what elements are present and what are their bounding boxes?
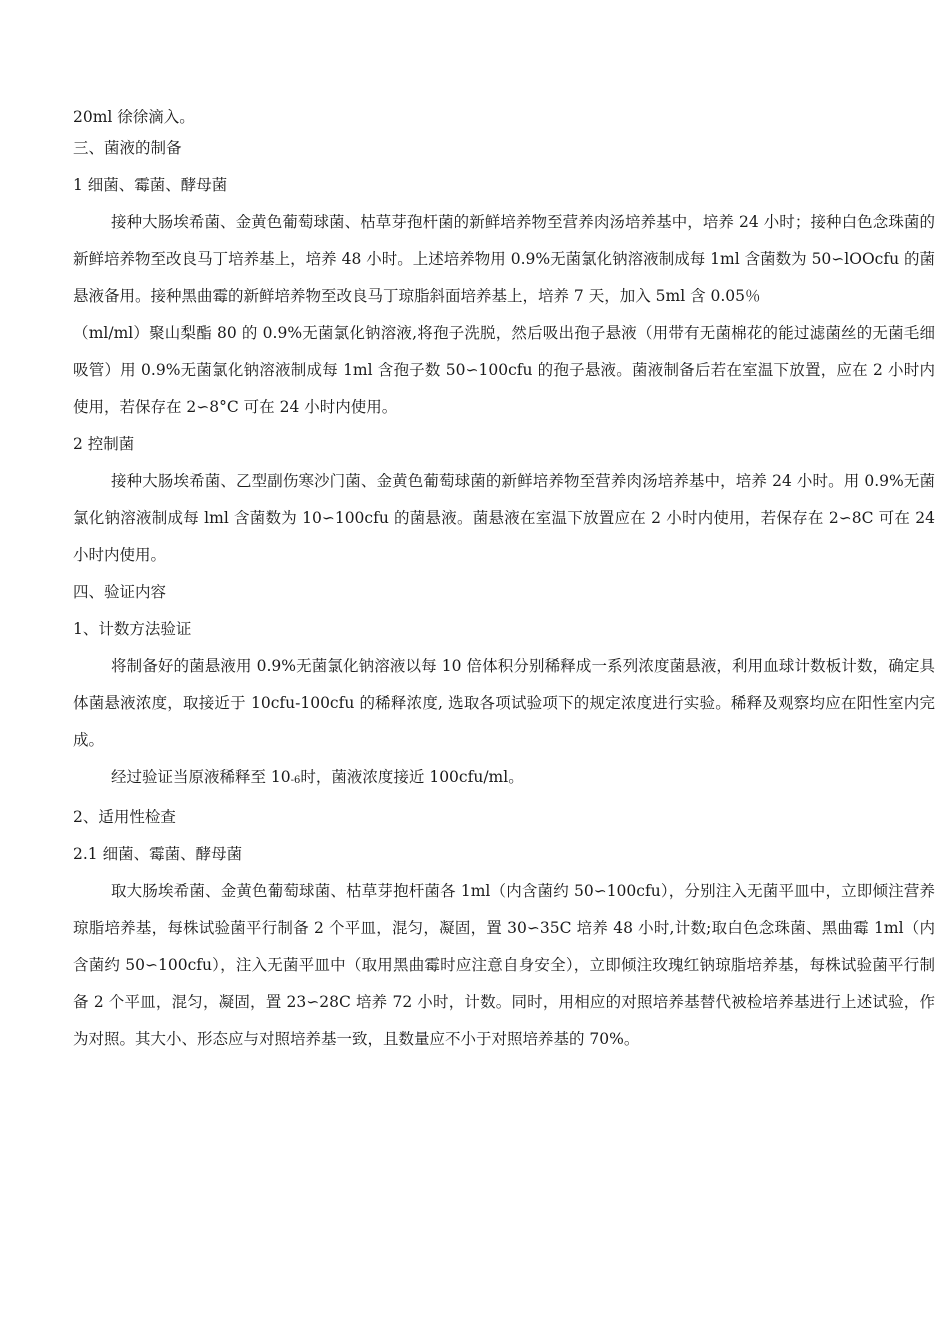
subheading-3-1: 1 细菌、霉菌、酵母菌 xyxy=(73,176,228,194)
subheading-4-1: 1、计数方法验证 xyxy=(73,620,192,638)
section-heading-3: 三、菌液的制备 xyxy=(73,139,182,157)
paragraph-4-2-1: 取大肠埃希菌、金黄色葡萄球菌、枯草芽抱杆菌各 1ml（内含菌约 50∽100cfu），分别注入无菌平皿中，立即倾注营养琼脂培养基，每株试验菌平行制备 2 个平皿，混匀，凝固，置 30∽35C 培养 48 小时,计数;取白色念珠菌、黑曲霉 1ml（内含菌约 50∽100cfu），注入无菌平皿中（取用黑曲霉时应注意自身安全），立即倾注玫瑰红钠琼脂培养基，每株试验菌平行制备 2 个平皿，混匀，凝固，置 23∽28C 培养 72 小时，计数。同时，用相应的对照培养基替代被检培养基进行上述试验，作为对照。其大小、形态应与对照培养基一致，且数量应不小于对照培养基的 70%。 xyxy=(73,882,935,1048)
paragraph-4-1-b-post: 时，菌液浓度接近 100cfu/ml。 xyxy=(300,768,524,786)
document-page xyxy=(73,104,935,1058)
paragraph-4-1-b xyxy=(73,759,935,799)
paragraph-4-1-a: 将制备好的菌悬液用 0.9%无菌氯化钠溶液以每 10 倍体积分别稀释成一系列浓度菌悬液，利用血球计数板计数，确定具体菌悬液浓度，取接近于 10cfu-100cfu 的稀释浓度, 选取各项试验项下的规定浓度进行实验。稀释及观察均应在阳性室内完成。 xyxy=(73,657,935,749)
exponent-subscript: -6 xyxy=(290,775,301,786)
subheading-4-2: 2、适用性检查 xyxy=(73,808,176,826)
subheading-4-2-1: 2.1 细菌、霉菌、酵母菌 xyxy=(73,845,243,863)
paragraph-3-1-a: 接种大肠埃希菌、金黄色葡萄球菌、枯草芽孢杆菌的新鲜培养物至营养肉汤培养基中，培养 24 小时；接种白色念珠菌的新鲜培养物至改良马丁培养基上，培养 48 小时。上述培养物用 0.9%无菌氯化钠溶液制成每 1ml 含菌数为 50∽lOOcfu 的菌悬液备用。接种黑曲霉的新鲜培养物至改良马丁琼脂斜面培养基上，培养 7 天，加入 5ml 含 0.05％ xyxy=(73,213,935,305)
continued-line: 20ml 徐徐滴入。 xyxy=(73,108,195,126)
paragraph-4-1-b-pre: 经过验证当原液稀释至 10 xyxy=(111,768,291,786)
section-heading-4: 四、验证内容 xyxy=(73,583,167,601)
paragraph-3-2: 接种大肠埃希菌、乙型副伤寒沙门菌、金黄色葡萄球菌的新鲜培养物至营养肉汤培养基中，培养 24 小时。用 0.9%无菌氯化钠溶液制成每 lml 含菌数为 10∽100cfu 的菌悬液。菌悬液在室温下放置应在 2 小时内使用，若保存在 2∽8C 可在 24 小时内使用。 xyxy=(73,472,935,564)
paragraph-3-1-b: （ml/ml）聚山梨酯 80 的 0.9%无菌氯化钠溶液,将孢子洗脱，然后吸出孢子悬液（用带有无菌棉花的能过滤菌丝的无菌毛细吸管）用 0.9%无菌氯化钠溶液制成每 1ml 含孢子数 50∽100cfu 的孢子悬液。菌液制备后若在室温下放置，应在 2 小时内使用，若保存在 2∽8°C 可在 24 小时内使用。 xyxy=(73,324,935,416)
subheading-3-2: 2 控制菌 xyxy=(73,435,135,453)
